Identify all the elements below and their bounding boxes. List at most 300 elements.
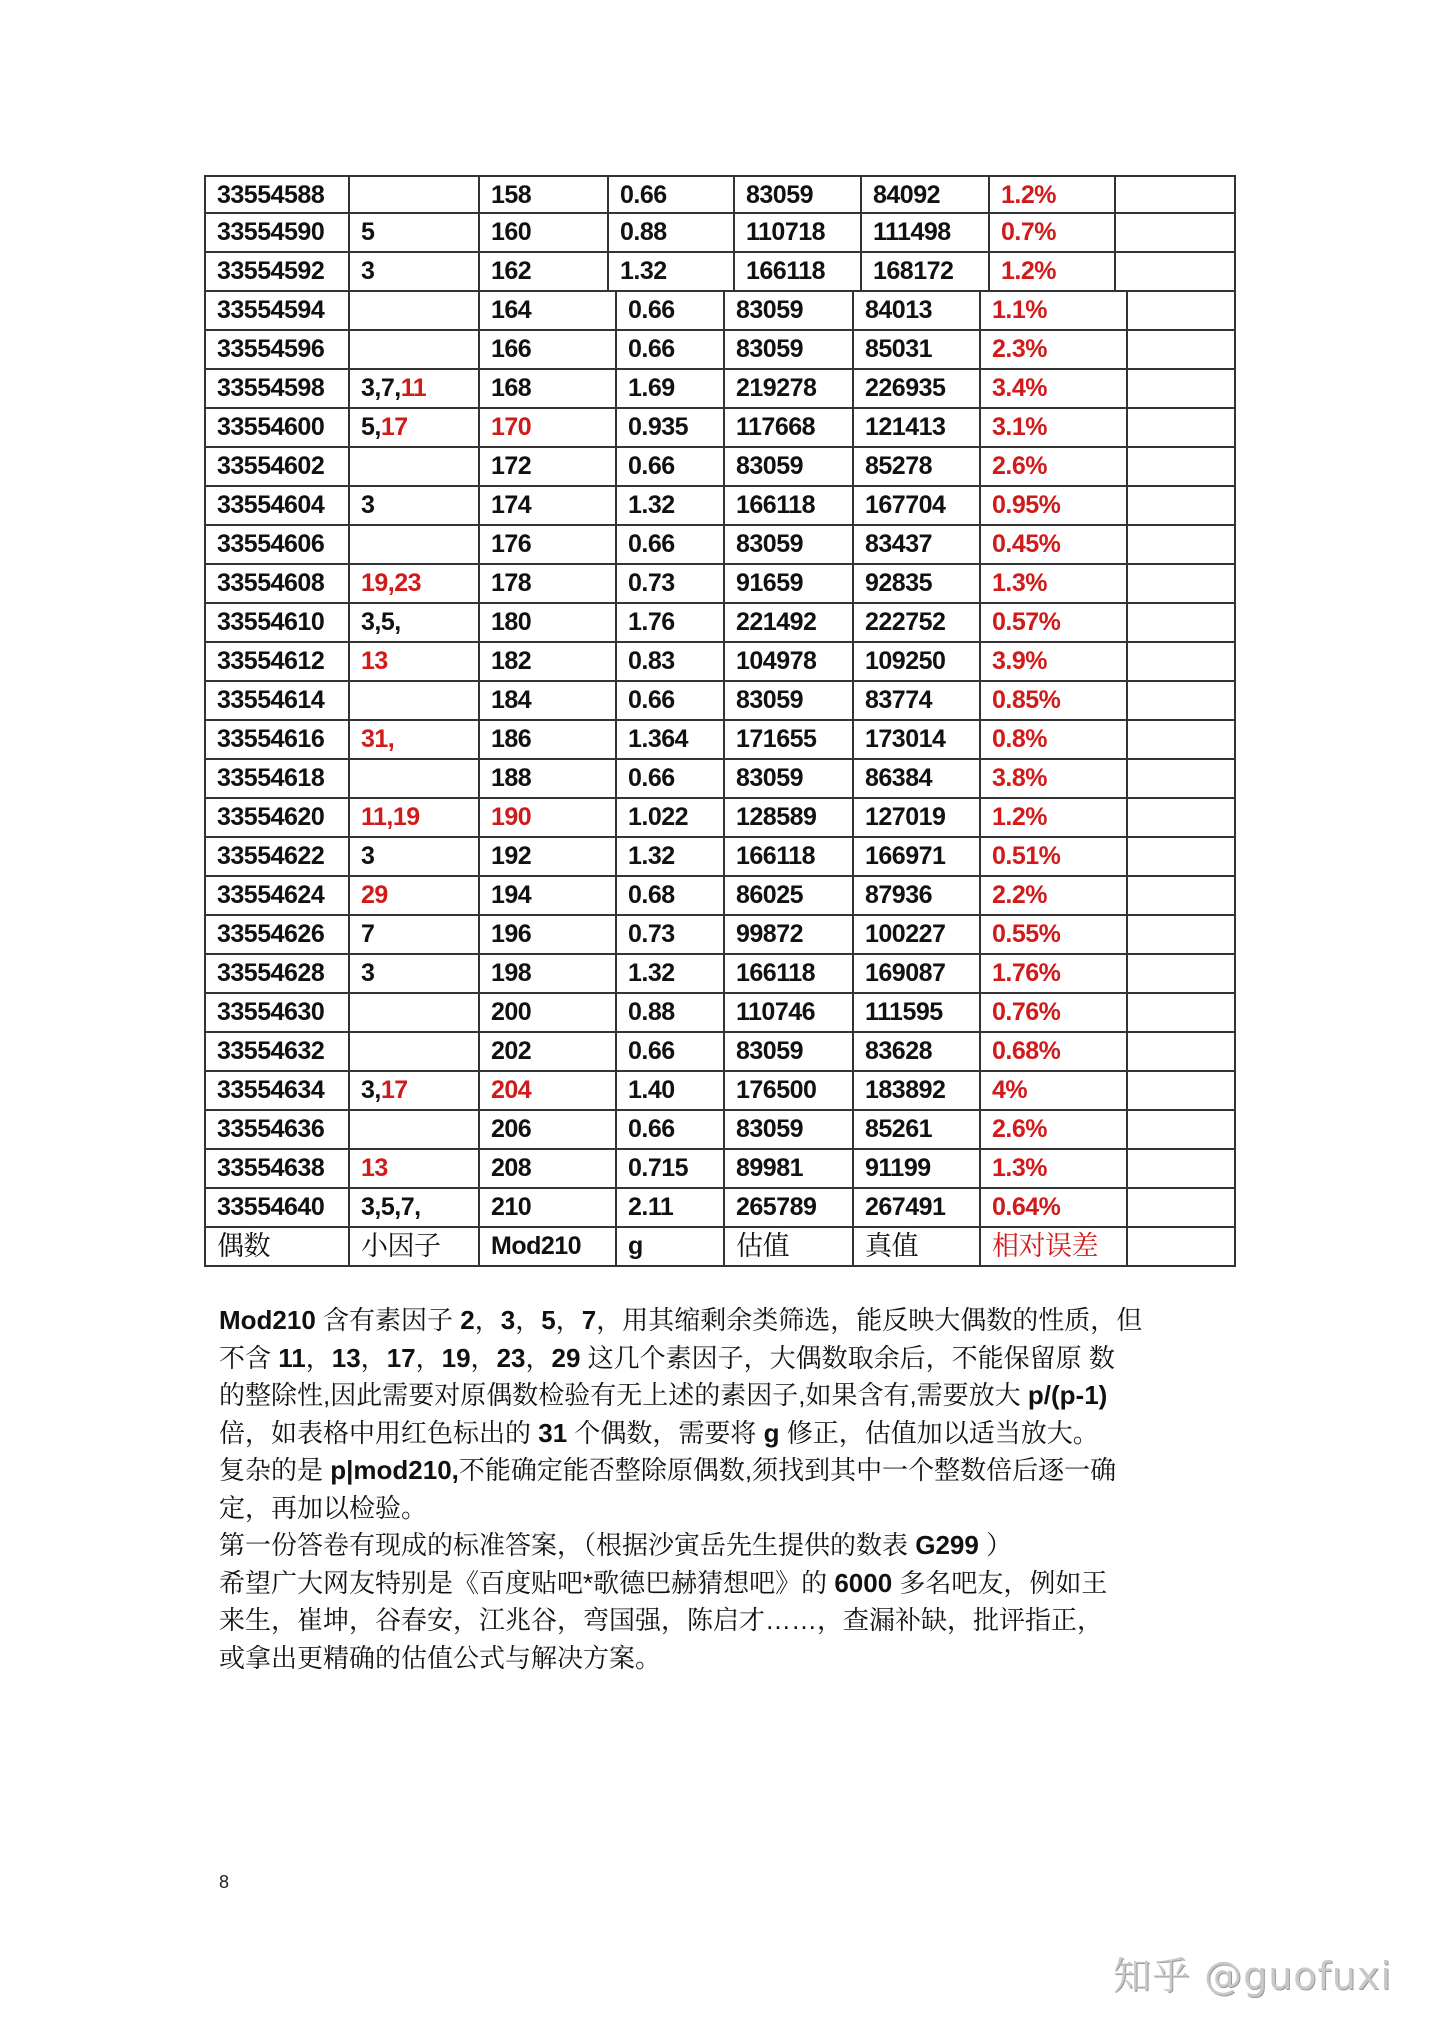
text-segment: 不能确定能否整除原偶数,须找到其中一个整数倍后逐一确: [458, 1455, 1117, 1485]
table-row: [204, 1033, 1236, 1072]
estimate-cell: 171655: [725, 721, 854, 758]
g-cell: 0.66: [617, 292, 725, 329]
header-even: 偶数: [206, 1228, 350, 1265]
estimate-cell: 221492: [725, 604, 854, 641]
estimate-cell: 91659: [725, 565, 854, 602]
empty-cell: [1128, 1072, 1234, 1109]
even-number-cell: 33554600: [206, 409, 350, 446]
text-segment: 第一份答卷有现成的标准答案，（根据沙寅岳先生提供的数表: [219, 1530, 916, 1560]
g-cell: 0.66: [617, 448, 725, 485]
factor-text: 19,23: [361, 569, 422, 597]
small-factors-cell: [350, 1150, 480, 1187]
paragraph-line: [219, 1602, 1239, 1640]
empty-cell: [1128, 370, 1234, 407]
text-segment: 倍，如表格中用红色标出的: [219, 1417, 539, 1448]
table-row: [204, 721, 1236, 760]
small-factors-cell: [350, 253, 480, 290]
g-cell: 2.11: [617, 1189, 725, 1226]
factor-text: 5: [361, 218, 375, 246]
text-segment: 修正，估值加以适当放大。: [779, 1417, 1099, 1448]
factor-text: 13: [361, 1154, 388, 1182]
text-segment: 3: [500, 1305, 516, 1335]
text-segment: 多名吧友，例如王: [892, 1567, 1108, 1598]
relative-error-cell: 1.2%: [981, 799, 1128, 836]
relative-error-cell: 2.6%: [981, 1111, 1128, 1148]
estimate-cell: 83059: [725, 526, 854, 563]
relative-error-cell: 1.1%: [981, 292, 1128, 329]
empty-cell: [1128, 838, 1234, 875]
factor-text: 11: [400, 374, 427, 402]
g-cell: 0.73: [617, 916, 725, 953]
text-segment: 19: [441, 1342, 471, 1373]
estimate-cell: 117668: [725, 409, 854, 446]
even-number-cell: 33554592: [206, 253, 350, 290]
even-number-cell: 33554606: [206, 526, 350, 563]
factor-text: 3,5,7,: [361, 1193, 421, 1221]
table-row: [204, 1189, 1236, 1228]
text-segment: ，用其缩剩余类筛选，能反映大偶数的性质，但: [596, 1305, 1143, 1335]
g-cell: 1.32: [609, 253, 735, 290]
empty-cell: [1128, 331, 1234, 368]
g-cell: 0.68: [617, 877, 725, 914]
small-factors-cell: [350, 370, 480, 407]
mod210-cell: 168: [480, 370, 617, 407]
even-number-cell: 33554626: [206, 916, 350, 953]
header-g: g: [617, 1228, 725, 1265]
page-number: 8: [219, 1872, 230, 1892]
g-cell: 0.73: [617, 565, 725, 602]
factor-text: 11,19: [361, 803, 420, 831]
mod210-cell: 180: [480, 604, 617, 641]
g-cell: 1.69: [617, 370, 725, 407]
relative-error-cell: 2.3%: [981, 331, 1128, 368]
empty-cell: [1116, 253, 1234, 290]
text-segment: 的整除性,因此需要对原偶数检验有无上述的素因子,如果含有,需要放大: [219, 1380, 1028, 1410]
estimate-cell: 166118: [725, 955, 854, 992]
relative-error-cell: 0.51%: [981, 838, 1128, 875]
table-row: [204, 526, 1236, 565]
even-number-cell: 33554604: [206, 487, 350, 524]
text-segment: ，: [360, 1342, 387, 1373]
g-cell: 1.32: [617, 487, 725, 524]
relative-error-cell: 0.95%: [981, 487, 1128, 524]
table-row: [204, 760, 1236, 799]
even-number-cell: 33554638: [206, 1150, 350, 1187]
mod210-cell: 192: [480, 838, 617, 875]
table-row: [204, 1111, 1236, 1150]
small-factors-cell: [350, 643, 480, 680]
factor-text: 3,5,: [361, 608, 401, 636]
empty-cell: [1128, 526, 1234, 563]
relative-error-cell: 0.85%: [981, 682, 1128, 719]
mod210-cell: 208: [480, 1150, 617, 1187]
factor-text: 7: [361, 920, 375, 948]
text-segment: 7: [581, 1305, 597, 1335]
small-factors-cell: [350, 877, 480, 914]
even-number-cell: 33554596: [206, 331, 350, 368]
factor-text: 17: [380, 413, 408, 441]
small-factors-cell: [350, 682, 480, 719]
even-number-cell: 33554614: [206, 682, 350, 719]
empty-cell: [1128, 565, 1234, 602]
mod210-cell: 184: [480, 682, 617, 719]
factor-text: 3: [361, 491, 375, 519]
text-segment: Mod210: [219, 1305, 316, 1335]
body-paragraph: [219, 1302, 1239, 1677]
empty-cell: [1128, 643, 1234, 680]
relative-error-cell: 0.45%: [981, 526, 1128, 563]
small-factors-cell: [350, 1189, 480, 1226]
small-factors-cell: [350, 916, 480, 953]
text-segment: 定，再加以检验。: [219, 1492, 428, 1523]
paragraph-line: [219, 1377, 1239, 1415]
actual-cell: 100227: [854, 916, 981, 953]
text-segment: 5: [541, 1305, 556, 1335]
actual-cell: 91199: [854, 1150, 981, 1187]
g-cell: 1.76: [617, 604, 725, 641]
actual-cell: 183892: [854, 1072, 981, 1109]
estimate-cell: 86025: [725, 877, 854, 914]
text-segment: 31: [538, 1417, 568, 1448]
actual-cell: 83628: [854, 1033, 981, 1070]
factor-text: 31,: [361, 725, 395, 753]
relative-error-cell: 0.57%: [981, 604, 1128, 641]
table-row: [204, 799, 1236, 838]
actual-cell: 168172: [862, 253, 990, 290]
g-cell: 0.715: [617, 1150, 725, 1187]
estimate-cell: 83059: [725, 1033, 854, 1070]
table-row: [204, 448, 1236, 487]
text-segment: ，: [474, 1305, 501, 1335]
text-segment: 17: [386, 1342, 416, 1373]
mod210-cell: 198: [480, 955, 617, 992]
estimate-cell: 219278: [725, 370, 854, 407]
relative-error-cell: 4%: [981, 1072, 1128, 1109]
text-segment: 个偶数，需要将: [567, 1417, 764, 1448]
table-row: [204, 409, 1236, 448]
relative-error-cell: 2.6%: [981, 448, 1128, 485]
estimate-cell: 89981: [725, 1150, 854, 1187]
g-cell: 0.66: [617, 1033, 725, 1070]
mod210-cell: 194: [480, 877, 617, 914]
factor-text: 5,: [361, 413, 381, 441]
small-factors-cell: [350, 177, 480, 214]
small-factors-cell: [350, 448, 480, 485]
empty-cell: [1128, 1189, 1234, 1226]
table-row: [204, 604, 1236, 643]
small-factors-cell: [350, 721, 480, 758]
mod210-cell: 170: [480, 409, 617, 446]
actual-cell: 111498: [862, 214, 990, 251]
mod210-cell: 174: [480, 487, 617, 524]
estimate-cell: 110746: [725, 994, 854, 1031]
empty-cell: [1128, 292, 1234, 329]
even-number-cell: 33554602: [206, 448, 350, 485]
relative-error-cell: 1.3%: [981, 565, 1128, 602]
even-number-cell: 33554622: [206, 838, 350, 875]
paragraph-line: [219, 1565, 1239, 1603]
g-cell: 0.83: [617, 643, 725, 680]
actual-cell: 167704: [854, 487, 981, 524]
factor-text: 3,: [361, 1076, 381, 1104]
relative-error-cell: 2.2%: [981, 877, 1128, 914]
table-row: [204, 916, 1236, 955]
g-cell: 0.66: [617, 682, 725, 719]
even-number-cell: 33554610: [206, 604, 350, 641]
mod210-cell: 162: [480, 253, 609, 290]
even-number-cell: 33554624: [206, 877, 350, 914]
actual-cell: 85261: [854, 1111, 981, 1148]
empty-cell: [1128, 799, 1234, 836]
actual-cell: 169087: [854, 955, 981, 992]
actual-cell: 111595: [854, 994, 981, 1031]
even-number-cell: 33554634: [206, 1072, 350, 1109]
table-row: [204, 877, 1236, 916]
header-empty: [1128, 1228, 1234, 1265]
text-segment: 6000: [834, 1567, 893, 1598]
mod210-cell: 188: [480, 760, 617, 797]
actual-cell: 127019: [854, 799, 981, 836]
small-factors-cell: [350, 1033, 480, 1070]
relative-error-cell: 0.76%: [981, 994, 1128, 1031]
small-factors-cell: [350, 1111, 480, 1148]
factor-text: 3: [361, 842, 375, 870]
factor-text: 3: [361, 257, 375, 285]
even-number-cell: 33554588: [206, 177, 350, 214]
data-table: [204, 175, 1236, 1267]
small-factors-cell: [350, 994, 480, 1031]
text-segment: ，: [470, 1342, 497, 1373]
table-row: [204, 253, 1236, 292]
text-segment: ）: [978, 1530, 1013, 1560]
mod210-cell: 164: [480, 292, 617, 329]
estimate-cell: 104978: [725, 643, 854, 680]
paragraph-line: [219, 1340, 1239, 1378]
table-row: [204, 175, 1236, 214]
relative-error-cell: 3.8%: [981, 760, 1128, 797]
empty-cell: [1128, 916, 1234, 953]
even-number-cell: 33554612: [206, 643, 350, 680]
estimate-cell: 166118: [725, 487, 854, 524]
actual-cell: 87936: [854, 877, 981, 914]
mod210-cell: 200: [480, 994, 617, 1031]
table-row: [204, 292, 1236, 331]
factor-text: 29: [361, 881, 388, 909]
relative-error-cell: 0.68%: [981, 1033, 1128, 1070]
table-row: [204, 565, 1236, 604]
relative-error-cell: 0.64%: [981, 1189, 1128, 1226]
mod210-cell: 206: [480, 1111, 617, 1148]
table-row: [204, 994, 1236, 1033]
header-small-factors: 小因子: [350, 1228, 480, 1265]
paragraph-line: [219, 1452, 1239, 1490]
mod210-cell: 190: [480, 799, 617, 836]
empty-cell: [1128, 1111, 1234, 1148]
paragraph-line: [219, 1415, 1239, 1453]
actual-cell: 83774: [854, 682, 981, 719]
text-segment: p|mod210,: [330, 1455, 459, 1485]
empty-cell: [1128, 721, 1234, 758]
text-segment: 不含: [219, 1342, 279, 1373]
mod210-cell: 202: [480, 1033, 617, 1070]
actual-cell: 222752: [854, 604, 981, 641]
estimate-cell: 83059: [735, 177, 862, 214]
text-segment: ，: [555, 1305, 582, 1335]
even-number-cell: 33554640: [206, 1189, 350, 1226]
watermark: 知乎 @guofuxi: [1113, 1954, 1393, 1998]
actual-cell: 121413: [854, 409, 981, 446]
text-segment: 13: [331, 1342, 361, 1373]
small-factors-cell: [350, 487, 480, 524]
g-cell: 1.32: [617, 838, 725, 875]
estimate-cell: 83059: [725, 448, 854, 485]
g-cell: 0.66: [617, 760, 725, 797]
text-segment: ，: [525, 1342, 552, 1373]
even-number-cell: 33554620: [206, 799, 350, 836]
relative-error-cell: 1.2%: [990, 253, 1116, 290]
empty-cell: [1128, 487, 1234, 524]
relative-error-cell: 0.55%: [981, 916, 1128, 953]
small-factors-cell: [350, 1072, 480, 1109]
small-factors-cell: [350, 526, 480, 563]
actual-cell: 85031: [854, 331, 981, 368]
empty-cell: [1128, 604, 1234, 641]
small-factors-cell: [350, 292, 480, 329]
relative-error-cell: 1.3%: [981, 1150, 1128, 1187]
estimate-cell: 83059: [725, 292, 854, 329]
actual-cell: 92835: [854, 565, 981, 602]
relative-error-cell: 3.9%: [981, 643, 1128, 680]
g-cell: 0.66: [617, 526, 725, 563]
actual-cell: 226935: [854, 370, 981, 407]
factor-text: 3,7,: [361, 374, 401, 402]
g-cell: 0.66: [617, 331, 725, 368]
estimate-cell: 166118: [735, 253, 862, 290]
actual-cell: 267491: [854, 1189, 981, 1226]
relative-error-cell: 3.4%: [981, 370, 1128, 407]
small-factors-cell: [350, 409, 480, 446]
factor-text: 3: [361, 959, 375, 987]
empty-cell: [1128, 1150, 1234, 1187]
mod210-cell: 172: [480, 448, 617, 485]
table-row: [204, 1072, 1236, 1111]
text-segment: 23: [496, 1342, 526, 1373]
text-segment: p/(p-1): [1027, 1380, 1108, 1410]
even-number-cell: 33554590: [206, 214, 350, 251]
small-factors-cell: [350, 214, 480, 251]
small-factors-cell: [350, 838, 480, 875]
estimate-cell: 110718: [735, 214, 862, 251]
paragraph-line: [219, 1527, 1239, 1565]
actual-cell: 83437: [854, 526, 981, 563]
paragraph-line: [219, 1302, 1239, 1340]
g-cell: 0.66: [617, 1111, 725, 1148]
even-number-cell: 33554616: [206, 721, 350, 758]
g-cell: 1.40: [617, 1072, 725, 1109]
text-segment: ，: [515, 1305, 542, 1335]
empty-cell: [1116, 177, 1234, 214]
text-segment: 含有素因子: [315, 1305, 461, 1335]
even-number-cell: 33554628: [206, 955, 350, 992]
table-row: [204, 955, 1236, 994]
estimate-cell: 176500: [725, 1072, 854, 1109]
text-segment: ，: [305, 1342, 332, 1373]
relative-error-cell: 1.76%: [981, 955, 1128, 992]
paragraph-line: [219, 1640, 1239, 1678]
text-segment: 来生，崔坤，谷春安，江兆谷，弯国强，陈启才……，查漏补缺，批评指正，: [219, 1605, 1104, 1635]
g-cell: 0.66: [609, 177, 735, 214]
table-row: [204, 1150, 1236, 1189]
even-number-cell: 33554632: [206, 1033, 350, 1070]
factor-text: 17: [380, 1076, 408, 1104]
actual-cell: 84013: [854, 292, 981, 329]
g-cell: 1.022: [617, 799, 725, 836]
empty-cell: [1128, 760, 1234, 797]
empty-cell: [1128, 448, 1234, 485]
actual-cell: 173014: [854, 721, 981, 758]
g-cell: 1.364: [617, 721, 725, 758]
text-segment: 希望广大网友特别是《百度贴吧*歌德巴赫猜想吧》的: [219, 1567, 835, 1598]
mod210-cell: 176: [480, 526, 617, 563]
small-factors-cell: [350, 955, 480, 992]
mod210-cell: 166: [480, 331, 617, 368]
table-row: [204, 331, 1236, 370]
even-number-cell: 33554608: [206, 565, 350, 602]
paragraph-line: [219, 1490, 1239, 1528]
text-segment: ，: [415, 1342, 442, 1373]
table-row: [204, 370, 1236, 409]
even-number-cell: 33554598: [206, 370, 350, 407]
relative-error-cell: 3.1%: [981, 409, 1128, 446]
even-number-cell: 33554618: [206, 760, 350, 797]
table-header-row: [204, 1228, 1236, 1267]
even-number-cell: 33554636: [206, 1111, 350, 1148]
empty-cell: [1128, 877, 1234, 914]
empty-cell: [1128, 994, 1234, 1031]
text-segment: 29: [551, 1342, 581, 1373]
relative-error-cell: 1.2%: [990, 177, 1116, 214]
empty-cell: [1128, 682, 1234, 719]
estimate-cell: 128589: [725, 799, 854, 836]
small-factors-cell: [350, 604, 480, 641]
empty-cell: [1128, 409, 1234, 446]
text-segment: 2: [460, 1305, 475, 1335]
table-row: [204, 643, 1236, 682]
mod210-cell: 196: [480, 916, 617, 953]
relative-error-cell: 0.7%: [990, 214, 1116, 251]
empty-cell: [1128, 1033, 1234, 1070]
table-row: [204, 682, 1236, 721]
estimate-cell: 265789: [725, 1189, 854, 1226]
actual-cell: 85278: [854, 448, 981, 485]
relative-error-cell: 0.8%: [981, 721, 1128, 758]
estimate-cell: 83059: [725, 1111, 854, 1148]
text-segment: 复杂的是: [219, 1455, 331, 1485]
empty-cell: [1128, 955, 1234, 992]
text-segment: g: [763, 1417, 780, 1448]
mod210-cell: 160: [480, 214, 609, 251]
text-segment: 这几个素因子，大偶数取余后，不能保留原 数: [580, 1342, 1115, 1373]
g-cell: 0.88: [617, 994, 725, 1031]
mod210-cell: 204: [480, 1072, 617, 1109]
mod210-cell: 186: [480, 721, 617, 758]
actual-cell: 109250: [854, 643, 981, 680]
factor-text: 13: [361, 647, 388, 675]
actual-cell: 86384: [854, 760, 981, 797]
table-row: [204, 838, 1236, 877]
g-cell: 0.935: [617, 409, 725, 446]
header-relative-error: 相对误差: [981, 1228, 1128, 1265]
